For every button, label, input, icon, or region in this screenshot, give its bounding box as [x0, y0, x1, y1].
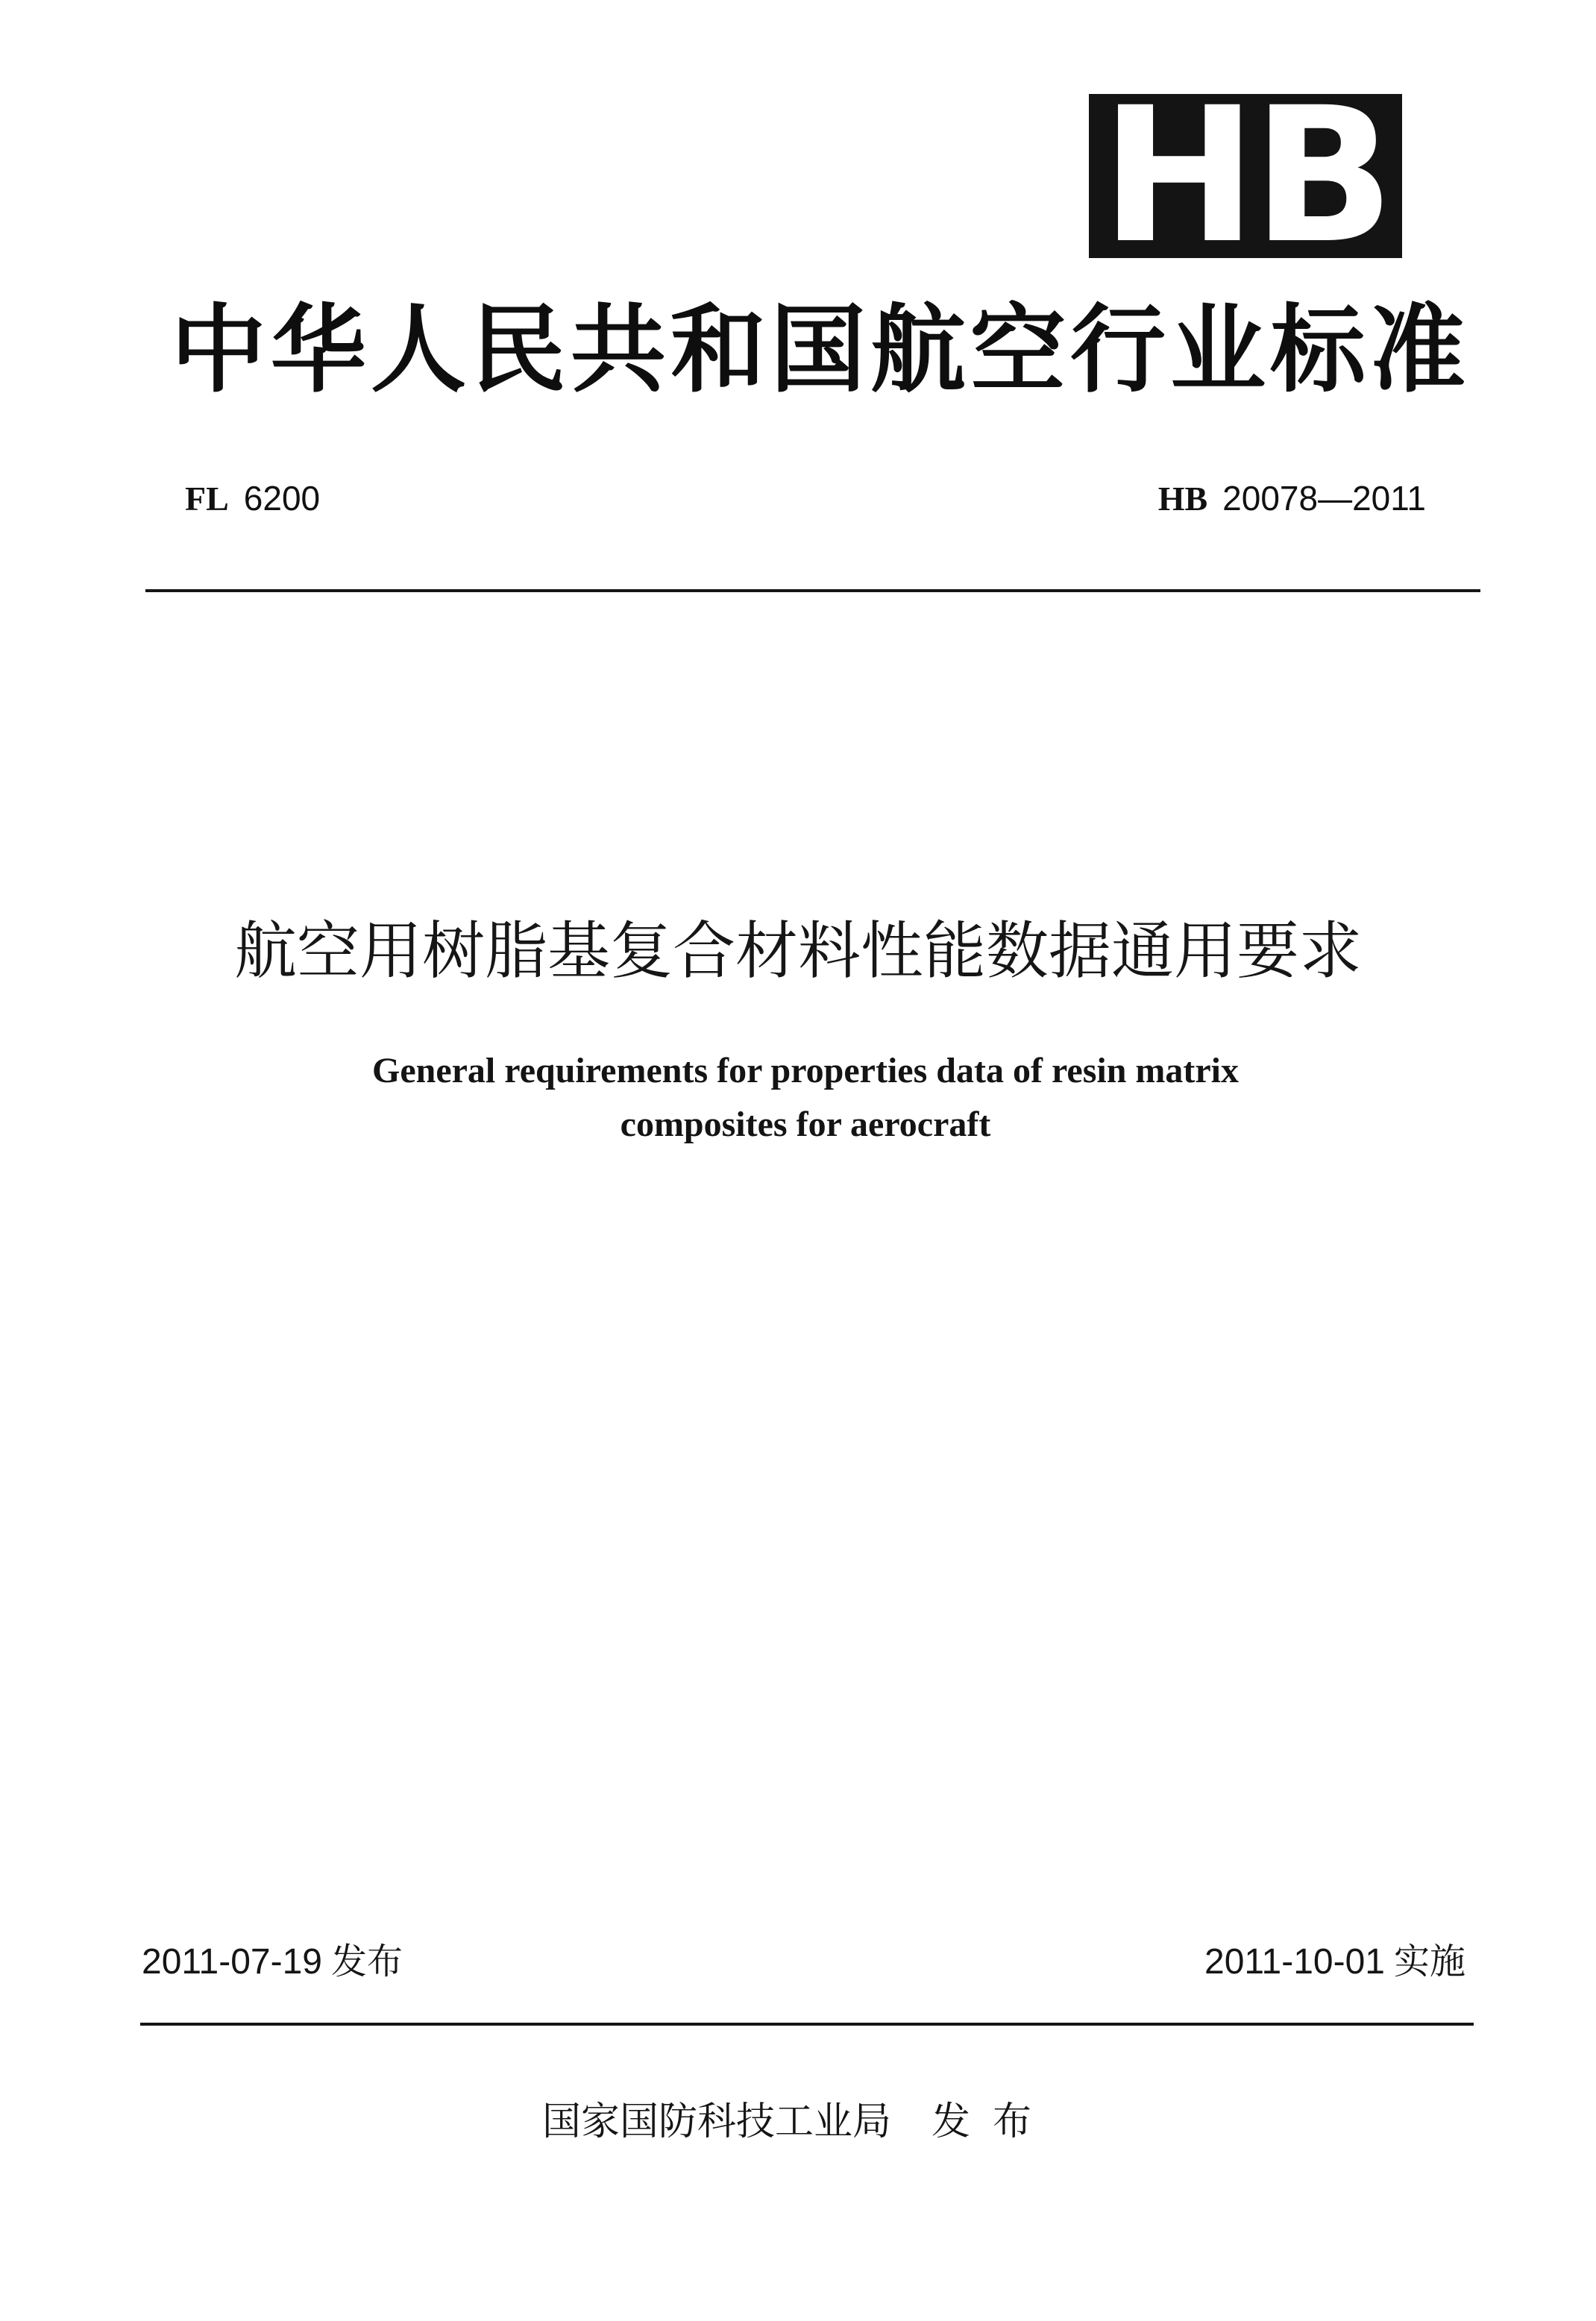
issuer-line — [0, 2088, 1596, 2155]
standard-prefix: HB — [1157, 480, 1208, 518]
document-title-en-line2: composites for aerocraft — [620, 1105, 991, 1144]
hb-logo — [1089, 94, 1402, 258]
standard-category-title: 中华人民共和国航空行业标准 — [170, 295, 1470, 406]
footer-divider — [140, 2023, 1474, 2026]
effective-date: 2011-10-01 — [1204, 1942, 1385, 1982]
standard-number — [1158, 468, 1426, 528]
classification-prefix: FL — [185, 480, 229, 518]
publish-label: 发布 — [330, 1941, 403, 1982]
standard-number-value: 20078—2011 — [1222, 479, 1426, 518]
document-title-en-line1: General requirements for properties data of resin matrix — [371, 1051, 1240, 1090]
classification-code — [185, 468, 320, 528]
issuer-verb: 发布 — [931, 2099, 1055, 2144]
classification-number: 6200 — [243, 479, 321, 518]
document-title-en — [127, 1044, 1484, 1152]
publish-date: 2011-07-19 — [142, 1942, 322, 1982]
document-title-cn: 航空用树脂基复合材料性能数据通用要求 — [233, 914, 1362, 987]
effective-label: 实施 — [1393, 1941, 1465, 1982]
effective-date-row — [1204, 1932, 1465, 1991]
publish-date-row — [142, 1932, 403, 1991]
issuer-name: 国家国防科技工业局 — [541, 2099, 891, 2144]
header-divider — [145, 589, 1480, 592]
hb-logo-text: HB — [1101, 94, 1390, 258]
